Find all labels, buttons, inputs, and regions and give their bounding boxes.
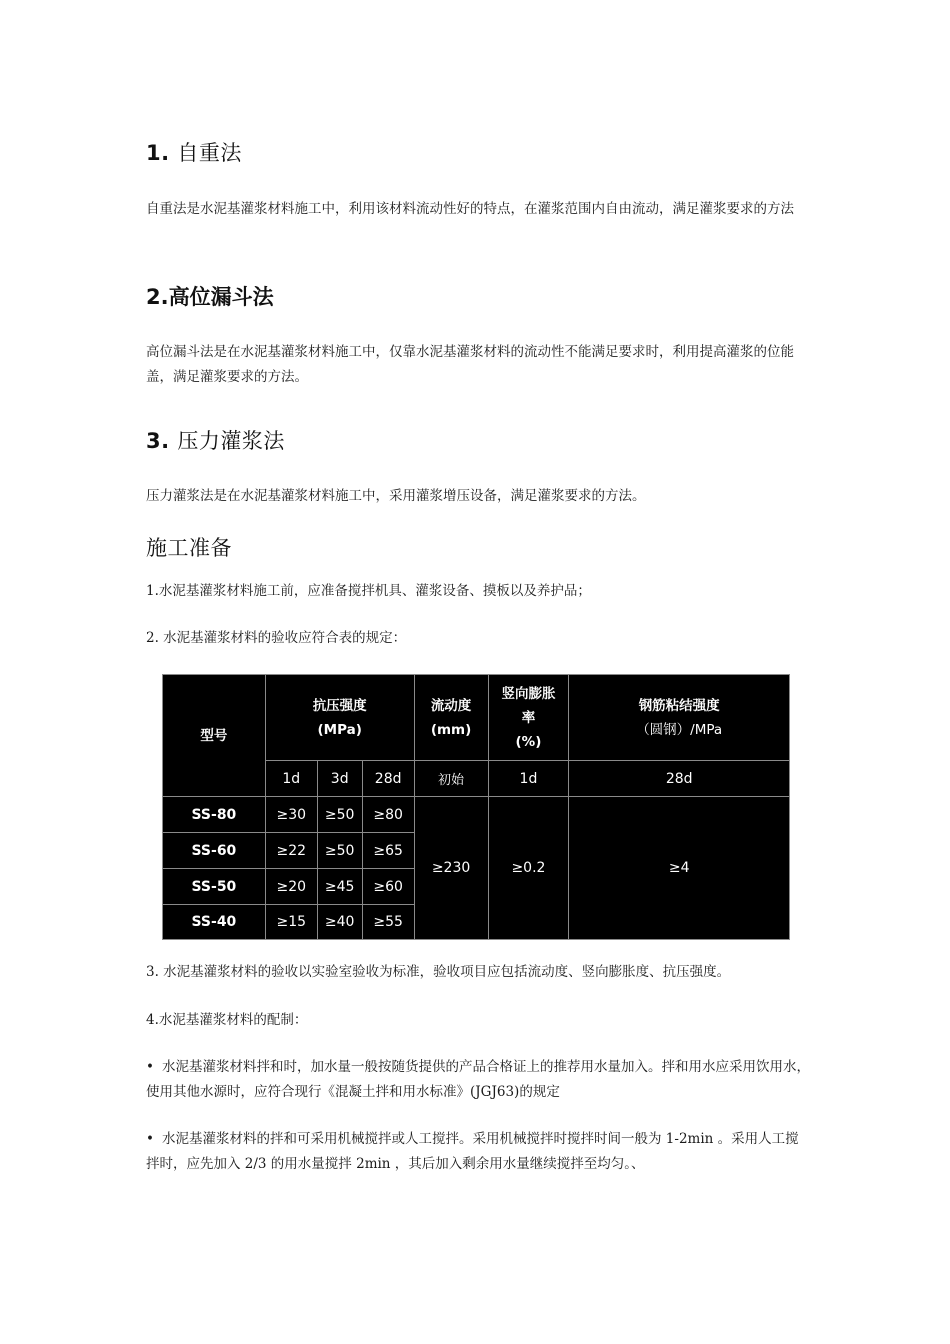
model-cell: SS-40 xyxy=(163,905,266,940)
section-heading-1: 1. 自重法 xyxy=(146,141,242,165)
flow-value-cell: ≥230 xyxy=(414,797,488,940)
value-cell: ≥80 xyxy=(362,797,414,833)
section-body-2: 高位漏斗法是在水泥基灌浆材料施工中，仅靠水泥基灌浆材料的流动性不能满足要求时，利用提高灌浆的位能盖，满足灌浆要求的方法。 xyxy=(146,344,794,385)
value-cell: ≥50 xyxy=(317,797,362,833)
bullet-item-1: • 水泥基灌浆材料拌和时，加水量一般按随货提供的产品合格证上的推荐用水量加入。拌和用水应采用饮用水，使用其他水源时，应符合现行《混凝土拌和用水标准》(JGJ63)的规定 xyxy=(146,1055,810,1105)
value-cell: ≥30 xyxy=(265,797,317,833)
model-cell: SS-60 xyxy=(163,833,266,869)
bullet-item-2: • 水泥基灌浆材料的拌和可采用机械搅拌或人工搅拌。采用机械搅拌时搅拌时间一般为 1-2min 。采用人工搅拌时，应先加入 2/3 的用水量搅拌 2min ，其后加入剩余用水量继续搅拌至均匀。、 xyxy=(146,1127,810,1177)
expansion-value-cell: ≥0.2 xyxy=(488,797,569,940)
header-compressive-strength: 抗压强度 (MPa) xyxy=(265,675,414,761)
subheader-expansion-1d: 1d xyxy=(488,761,569,797)
header-model: 型号 xyxy=(163,675,266,797)
model-cell: SS-50 xyxy=(163,869,266,905)
acceptance-table xyxy=(162,674,790,940)
header-flow: 流动度 (mm) xyxy=(414,675,488,761)
value-cell: ≥20 xyxy=(265,869,317,905)
section-heading-3: 3. 压力灌浆法 xyxy=(146,429,285,453)
subheader-3d: 3d xyxy=(317,761,362,797)
prep-item-3: 3. 水泥基灌浆材料的验收以实验室验收为标准，验收项目应包括流动度、竖向膨胀度、抗压强度。 xyxy=(146,964,731,980)
subheader-bond-28d: 28d xyxy=(569,761,790,797)
value-cell: ≥15 xyxy=(265,905,317,940)
prep-heading: 施工准备 xyxy=(146,536,232,560)
header-expansion: 竖向膨胀 率 (%) xyxy=(488,675,569,761)
value-cell: ≥65 xyxy=(362,833,414,869)
prep-item-4: 4.水泥基灌浆材料的配制： xyxy=(146,1012,308,1028)
value-cell: ≥40 xyxy=(317,905,362,940)
bullet-icon: • xyxy=(146,1131,154,1147)
header-bond-strength: 钢筋粘结强度 （圆钢）/MPa xyxy=(569,675,790,761)
prep-item-1: 1.水泥基灌浆材料施工前，应准备搅拌机具、灌浆设备、摸板以及养护品； xyxy=(146,583,591,599)
section-body-3: 压力灌浆法是在水泥基灌浆材料施工中，采用灌浆增压设备，满足灌浆要求的方法。 xyxy=(146,488,646,504)
value-cell: ≥22 xyxy=(265,833,317,869)
table-row xyxy=(163,797,790,833)
bullet-icon: • xyxy=(146,1059,154,1075)
value-cell: ≥60 xyxy=(362,869,414,905)
section-heading-2: 2.高位漏斗法 xyxy=(146,285,274,309)
prep-item-2: 2. 水泥基灌浆材料的验收应符合表的规定： xyxy=(146,630,407,646)
value-cell: ≥50 xyxy=(317,833,362,869)
subheader-flow-initial: 初始 xyxy=(414,761,488,797)
value-cell: ≥45 xyxy=(317,869,362,905)
section-body-1: 自重法是水泥基灌浆材料施工中，利用该材料流动性好的特点，在灌浆范围内自由流动，满足灌浆要求的方法 xyxy=(146,201,794,217)
model-cell: SS-80 xyxy=(163,797,266,833)
value-cell: ≥55 xyxy=(362,905,414,940)
bond-value-cell: ≥4 xyxy=(569,797,790,940)
subheader-28d: 28d xyxy=(362,761,414,797)
subheader-1d: 1d xyxy=(265,761,317,797)
